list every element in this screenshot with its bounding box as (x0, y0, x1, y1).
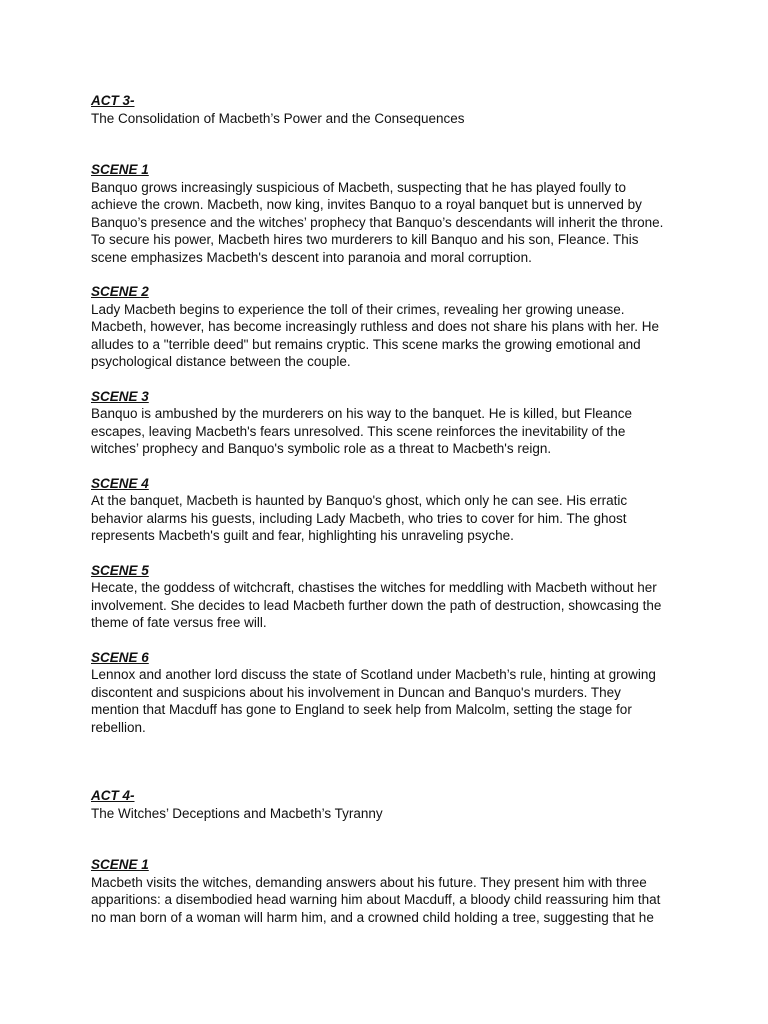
paragraph-line: Hecate, the goddess of witchcraft, chastises the witches for meddling with Macbeth without her (91, 580, 657, 595)
scene-paragraph (91, 405, 691, 458)
paragraph-line: achieve the crown. Macbeth, now king, invites Banquo to a royal banquet but is unnerved by (91, 197, 642, 212)
paragraph-line: Lady Macbeth begins to experience the toll of their crimes, revealing her growing unease. (91, 301, 625, 317)
scene-heading: SCENE 2 (91, 284, 149, 299)
paragraph-line: Macbeth visits the witches, demanding answers about his future. They present him with three (91, 874, 647, 890)
scene-paragraph (91, 301, 691, 371)
paragraph-line: To secure his power, Macbeth hires two murderers to kill Banquo and his son, Fleance. This (91, 232, 639, 247)
scene-heading: SCENE 1 (91, 162, 149, 177)
paragraph-line: mention that Macduff has gone to England to seek help from Malcolm, setting the stage for (91, 702, 632, 717)
act-heading: ACT 3- (91, 93, 135, 108)
paragraph-line: Lennox and another lord discuss the state of Scotland under Macbeth’s rule, hinting at growing (91, 667, 656, 682)
scene-paragraph (91, 874, 691, 927)
paragraph-line: represents Macbeth's guilt and fear, highlighting his unraveling psyche. (91, 528, 514, 543)
paragraph-line: Banquo’s presence and the witches’ prophecy that Banquo’s descendants will inherit the throne. (91, 214, 664, 230)
paragraph-line: At the banquet, Macbeth is haunted by Banquo's ghost, which only he can see. His erratic (91, 493, 628, 508)
paragraph-line: Macbeth, however, has become increasingly ruthless and does not share his plans with her. He (91, 319, 660, 334)
scene-paragraph (91, 492, 691, 545)
scene-paragraph (91, 666, 691, 736)
act-section (91, 92, 691, 736)
paragraph-line: involvement. She decides to lead Macbeth further down the path of destruction, showcasing the (91, 597, 662, 613)
act-subtitle: The Witches’ Deceptions and Macbeth’s Tyranny (91, 805, 383, 821)
paragraph-line: psychological distance between the couple. (91, 354, 351, 369)
act-section (91, 787, 691, 926)
paragraph-line: scene emphasizes Macbeth's descent into paranoia and moral corruption. (91, 249, 532, 265)
paragraph-line: Banquo grows increasingly suspicious of Macbeth, suspecting that he has played foully to (91, 179, 627, 195)
paragraph-line: alludes to a "terrible deed" but remains cryptic. This scene marks the growing emotional and (91, 336, 641, 352)
paragraph-line: witches’ prophecy and Banquo's symbolic role as a threat to Macbeth's reign. (91, 441, 552, 456)
document-content (91, 92, 691, 926)
act-heading: ACT 4- (91, 788, 135, 803)
scene-heading: SCENE 6 (91, 649, 149, 665)
paragraph-line: escapes, leaving Macbeth's fears unresolved. This scene reinforces the inevitability of the (91, 423, 626, 439)
scene-heading: SCENE 3 (91, 388, 149, 404)
paragraph-line: apparitions: a disembodied head warning him about Macduff, a bloody child reassuring him that (91, 892, 661, 907)
act-subtitle: The Consolidation of Macbeth’s Power and the Consequences (91, 110, 465, 126)
paragraph-line: theme of fate versus free will. (91, 615, 267, 630)
paragraph-line: discontent and suspicions about his involvement in Duncan and Banquo's murders. They (91, 684, 621, 700)
scene-paragraph (91, 579, 691, 632)
paragraph-line: Banquo is ambushed by the murderers on his way to the banquet. He is killed, but Fleance (91, 406, 633, 421)
scene-paragraph (91, 179, 691, 267)
scene-heading: SCENE 1 (91, 857, 149, 872)
paragraph-line: behavior alarms his guests, including Lady Macbeth, who tries to cover for him. The ghost (91, 510, 627, 526)
paragraph-line: rebellion. (91, 719, 146, 735)
paragraph-line: no man born of a woman will harm him, and a crowned child holding a tree, suggesting that he (91, 909, 654, 925)
scene-heading: SCENE 5 (91, 562, 149, 578)
scene-heading: SCENE 4 (91, 475, 149, 491)
